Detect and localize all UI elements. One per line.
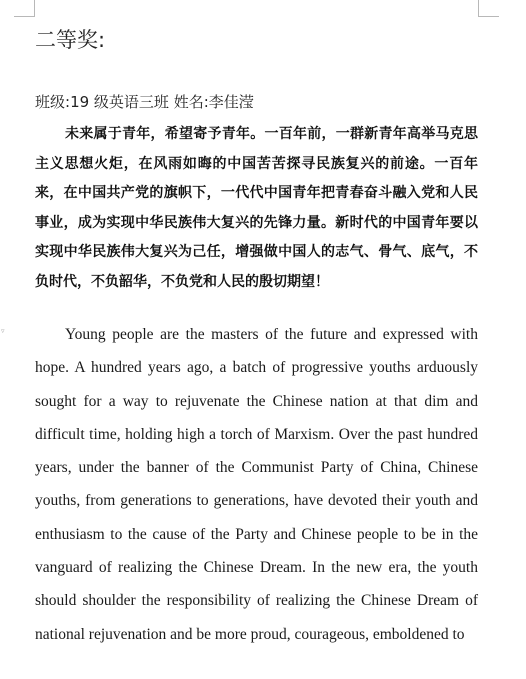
class-label: 班级: [35, 93, 71, 111]
class-value: 19 级英语三班 [70, 93, 169, 111]
paragraph-marker-icon: ▿ [1, 327, 5, 335]
name-label: 姓名: [173, 93, 209, 111]
name-value: 李佳滢 [208, 93, 254, 111]
page-corner-mark-left [14, 0, 35, 17]
student-info-line [35, 91, 254, 112]
chinese-paragraph: 未来属于青年，希望寄予青年。一百年前，一群新青年高举马克思主义思想火炬，在风雨如晦的中国苦苦探寻民族复兴的前途。一百年来，在中国共产党的旗帜下，一代代中国青年把青春奋斗融入党和人民事业，成为实现中华民族伟大复兴的先锋力量。新时代的中国青年要以实现中华民族伟大复兴为己任，增强做中国人的志气、骨气、底气，不负时代，不负韶华，不负党和人民的殷切期望！ [35, 126, 478, 290]
english-paragraph: Young people are the masters of the future and expressed with hope. A hundred years ago, a batch of progressive youths arduously sought for a way to rejuvenate the Chinese nation at that dim and difficult time, holding high a torch of Marxism. Over the past hundred years, under the banner of the Communist Party of China, Chinese youths, from generations to generations, have devoted their youth and enthusiasm to the cause of the Party and Chinese people to be in the vanguard of realizing the Chinese Dream. In the new era, the youth should shoulder the responsibility of realizing the Chinese Dream of national rejuvenation and be more proud, courageous, emboldened to [35, 326, 478, 643]
page-corner-mark-right [478, 0, 499, 17]
award-heading: 二等奖: [35, 28, 106, 52]
